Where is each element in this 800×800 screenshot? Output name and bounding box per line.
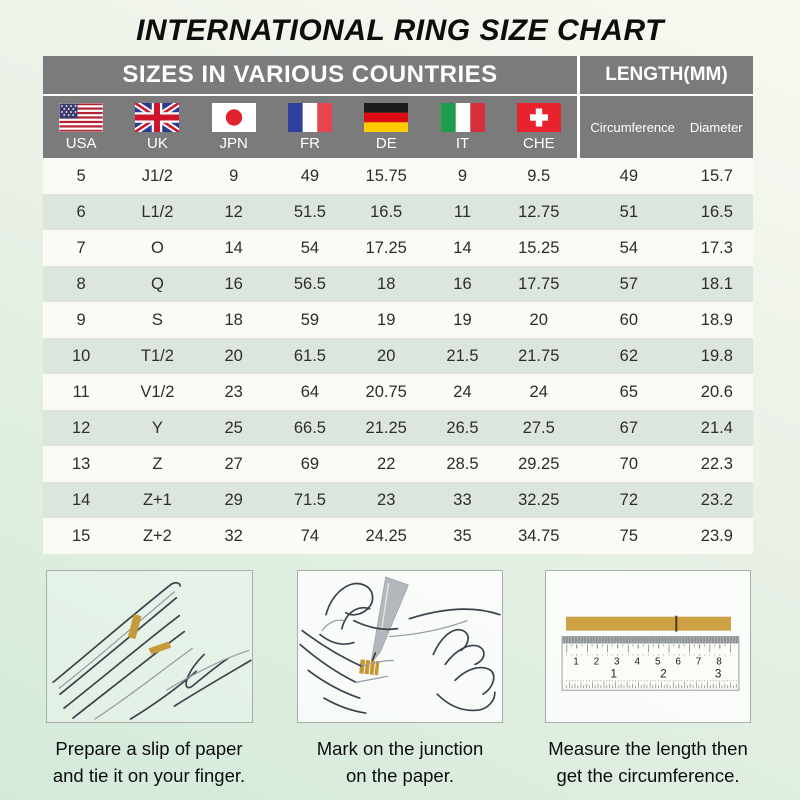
caption-line: Measure the length then (548, 738, 748, 759)
cell: 60 (619, 310, 639, 329)
ruler-number: 3 (714, 666, 722, 681)
cell: O (150, 238, 164, 257)
table-row (43, 374, 753, 410)
country-code-label: CHE (523, 134, 555, 152)
cell: 22.3 (700, 454, 733, 473)
cell: 17.3 (700, 238, 733, 257)
country-code-label: UK (147, 134, 168, 152)
cell: 15.75 (365, 166, 407, 185)
cell: 51 (619, 202, 639, 221)
cell: 70 (619, 454, 639, 473)
cell: J1/2 (141, 166, 173, 185)
cell: 62 (619, 346, 639, 365)
cell: S (151, 310, 163, 329)
cell: 72 (619, 490, 639, 509)
cell: 65 (619, 382, 639, 401)
cell: 14 (71, 490, 91, 509)
column-header-che (501, 96, 577, 158)
cell: 33 (453, 490, 472, 509)
usa-flag-icon (59, 103, 103, 132)
italy-flag-icon (441, 103, 485, 132)
cell: 9 (76, 310, 86, 329)
cell: 71.5 (293, 490, 326, 509)
cell: 16 (453, 274, 472, 293)
instruction-step-3-image (545, 570, 751, 723)
cell: 10 (71, 346, 91, 365)
cell: 32 (224, 526, 243, 545)
cell: 18 (224, 310, 243, 329)
cell: 14 (453, 238, 472, 257)
column-header-it (424, 96, 500, 158)
cell: 69 (300, 454, 320, 473)
cell: 18 (377, 274, 396, 293)
header-sizes-in-various-countries: SIZES IN VARIOUS COUNTRIES (43, 56, 577, 94)
table-row (43, 518, 753, 554)
cell: T1/2 (140, 346, 174, 365)
cell: 19 (453, 310, 472, 329)
cell: 24.25 (365, 526, 407, 545)
country-code-label: JPN (219, 134, 248, 152)
cell: 9 (229, 166, 239, 185)
cell: 20 (377, 346, 396, 365)
cell: 17.25 (365, 238, 407, 257)
cell: 12.75 (518, 202, 560, 221)
cell: 24 (529, 382, 548, 401)
page-title: INTERNATIONAL RING SIZE CHART (136, 14, 664, 47)
cell: 23 (224, 382, 243, 401)
paper-slip-strip (149, 642, 172, 655)
instruction-step-2-image (297, 570, 503, 723)
column-header-jpn (196, 96, 272, 158)
header-length-mm: LENGTH(MM) (580, 56, 753, 94)
cell: 20.75 (365, 382, 407, 401)
cell: 23.9 (700, 526, 733, 545)
table-row (43, 410, 753, 446)
cell: 21.75 (518, 346, 560, 365)
cell: 13 (71, 454, 91, 473)
caption-line: and tie it on your finger. (52, 765, 246, 786)
cell: 51.5 (293, 202, 326, 221)
cell: 74 (300, 526, 320, 545)
cell: 9 (457, 166, 468, 185)
cell: 20 (529, 310, 548, 329)
cell: 19 (377, 310, 396, 329)
caption-line: on the paper. (345, 765, 454, 786)
cell: 16.5 (700, 202, 733, 221)
cell: 12 (224, 202, 243, 221)
cell: 32.25 (518, 490, 560, 509)
cell: 21.4 (700, 418, 733, 437)
hand-with-paper-slip-illustration (47, 571, 252, 722)
table-row (43, 446, 753, 482)
cell: 57 (619, 274, 639, 293)
cell: Z+2 (142, 526, 172, 545)
cell: Z+1 (142, 490, 172, 509)
cell: 64 (300, 382, 320, 401)
cell: 18.1 (700, 274, 733, 293)
pen (371, 577, 409, 664)
cell: 20.6 (700, 382, 733, 401)
instruction-step-1-image (46, 570, 253, 723)
cell: 16 (224, 274, 243, 293)
cell: 66.5 (293, 418, 326, 437)
cell: 15.25 (518, 238, 560, 257)
cell: 18.9 (700, 310, 733, 329)
table-row (43, 338, 753, 374)
cell: 67 (619, 418, 639, 437)
cell: 24 (453, 382, 472, 401)
ruler-number: 8 (716, 656, 722, 668)
cell: 35 (453, 526, 472, 545)
cell: 9.5 (527, 166, 551, 185)
cell: 27 (224, 454, 243, 473)
diameter-column-label: Diameter (689, 119, 743, 135)
cell: 11 (72, 382, 90, 401)
cell: Z (152, 454, 163, 473)
ruler-measurement-illustration (546, 571, 750, 722)
instruction-step-1-caption (17, 735, 281, 789)
cell: 23.2 (700, 490, 733, 509)
cell: 61.5 (293, 346, 326, 365)
cell: 8 (76, 274, 86, 293)
cell: 21.25 (365, 418, 407, 437)
cell: 21.5 (446, 346, 479, 365)
cell: 54 (619, 238, 639, 257)
cell: 59 (300, 310, 320, 329)
cell: L1/2 (141, 202, 174, 221)
cell: 5 (76, 166, 86, 185)
cell: 75 (619, 526, 639, 545)
ruler-number: 1 (573, 656, 579, 668)
paper-strip (566, 617, 731, 631)
country-code-label: DE (375, 134, 397, 152)
country-code-label: USA (65, 134, 97, 152)
marking-with-pen-illustration (298, 571, 502, 722)
cell: 19.8 (700, 346, 733, 365)
cell: 28.5 (446, 454, 479, 473)
germany-flag-icon (364, 103, 408, 132)
cell: Q (150, 274, 164, 293)
cell: 6 (76, 202, 86, 221)
switzerland-flag-icon (517, 103, 561, 132)
cell: 49 (619, 166, 639, 185)
column-header-fr (272, 96, 348, 158)
column-header-de (348, 96, 424, 158)
ruler-number: 7 (695, 656, 702, 668)
circumference-column-label: Circumference (590, 119, 675, 135)
instruction-step-3-caption (516, 735, 780, 789)
table-header (43, 56, 753, 158)
cell: 54 (300, 238, 320, 257)
table-row (43, 230, 753, 266)
ruler-number: 5 (654, 656, 661, 668)
caption-line: Prepare a slip of paper (55, 738, 243, 759)
country-code-label: FR (299, 134, 320, 152)
table-body (43, 158, 753, 554)
cell: 16.5 (370, 202, 403, 221)
cell: Y (151, 418, 163, 437)
length-columns-header (580, 96, 753, 158)
cell: V1/2 (140, 382, 175, 401)
instruction-step-2-caption (269, 735, 531, 789)
caption-line: get the circumference. (556, 765, 740, 786)
cell: 34.75 (518, 526, 560, 545)
cell: 11 (453, 202, 472, 221)
cell: 29.25 (518, 454, 560, 473)
cell: 22 (377, 454, 396, 473)
ruler-number: 4 (634, 656, 641, 668)
cell: 14 (224, 238, 243, 257)
cell: 25 (224, 418, 243, 437)
ruler-number: 2 (593, 656, 600, 668)
table-row (43, 266, 753, 302)
ruler-number: 1 (610, 666, 618, 681)
table-row (43, 302, 753, 338)
cell: 17.75 (518, 274, 560, 293)
ruler-number: 6 (675, 656, 681, 668)
cell: 20 (224, 346, 243, 365)
caption-line: Mark on the junction (316, 738, 484, 759)
cell: 7 (76, 238, 86, 257)
cell: 23 (377, 490, 396, 509)
country-code-label: IT (455, 134, 470, 152)
column-header-uk (119, 96, 195, 158)
cell: 12 (71, 418, 91, 437)
country-flags-row (43, 96, 577, 158)
cell: 29 (224, 490, 243, 509)
table-row (43, 158, 753, 194)
france-flag-icon (288, 103, 332, 132)
cell: 27.5 (522, 418, 555, 437)
cell: 15.7 (700, 166, 733, 185)
uk-flag-icon (135, 103, 179, 132)
cell: 26.5 (446, 418, 479, 437)
ruler-number: 2 (660, 666, 667, 681)
ring-size-chart-table (43, 56, 753, 554)
table-row (43, 482, 753, 518)
table-row (43, 194, 753, 230)
cell: 56.5 (293, 274, 326, 293)
cell: 15 (71, 526, 91, 545)
cell: 49 (300, 166, 320, 185)
ruler-number: 3 (614, 656, 620, 668)
column-header-usa (43, 96, 119, 158)
japan-flag-icon (212, 103, 256, 132)
